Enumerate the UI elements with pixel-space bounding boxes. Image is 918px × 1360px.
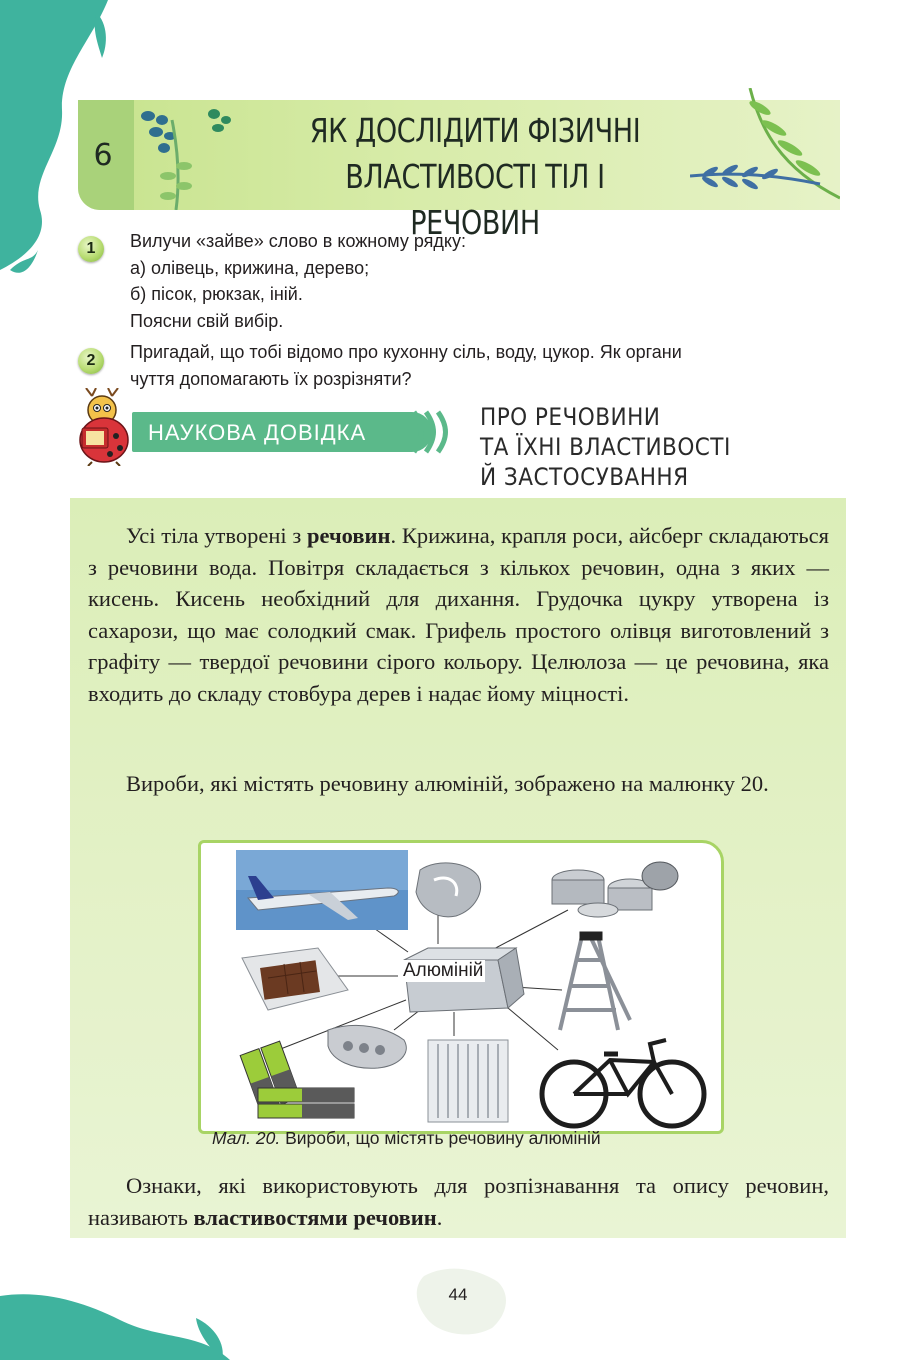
connector-line (488, 910, 568, 952)
paragraph-1-start: Усі тіла утворені з (126, 523, 308, 548)
paragraph-2-text: Вироби, які містять речовину алюміній, зображено на малюнку 20. (126, 771, 769, 796)
task-1-line: Вилучи «зайве» слово в кожному рядку: (130, 231, 466, 251)
radiator-image (428, 1040, 508, 1122)
paragraph-3-start: Ознаки, які використовують для розпізнавання та опису речовин, називають (88, 1173, 829, 1230)
lesson-number: 6 (93, 138, 113, 173)
paragraph-2 (88, 768, 829, 800)
page-number: 44 (448, 1285, 468, 1304)
ladder-image (560, 932, 630, 1030)
task-1-line: а) олівець, крижина, дерево; (130, 257, 370, 278)
task-1-badge: 1 (78, 236, 104, 262)
task-1-line: Поясни свій вибір. (130, 310, 284, 331)
figure-caption-text: Вироби, що містять речовину алюміній (280, 1128, 601, 1148)
figure-20-illustration (198, 840, 724, 1134)
term-substances: речовин (307, 523, 391, 548)
airplane-image (236, 850, 408, 930)
connector-line (508, 1008, 558, 1050)
task-1-text (130, 228, 842, 334)
connector-line (394, 1010, 420, 1030)
task-1-line: б) пісок, рюкзак, іній. (130, 284, 303, 304)
teal-blob-bottom-left (0, 1294, 230, 1360)
task-2-text (130, 339, 842, 392)
task-2-line: чуття допомагають їх розрізняти? (130, 368, 412, 389)
reference-topic-line: ТА ЇХНІ ВЛАСТИВОСТІ (480, 433, 731, 461)
lesson-title-line-1: ЯК ДОСЛІДИТИ ФІЗИЧНІ (309, 111, 641, 150)
teal-leaf-small (95, 12, 106, 58)
paragraph-3 (88, 1170, 829, 1233)
lesson-title (295, 108, 656, 246)
paragraph-1 (88, 520, 829, 709)
foil-chocolate-image (242, 948, 348, 1010)
term-substance-properties: властивостями речовин (193, 1204, 437, 1230)
bicycle-image (542, 1040, 704, 1126)
task-2-line: Пригадай, що тобі відомо про кухонну сіль, воду, цукор. Як органи (130, 342, 682, 362)
reference-topic-line: ПРО РЕЧОВИНИ (480, 403, 661, 431)
fern-branch-icon (690, 88, 840, 210)
lesson-title-line-2: ВЛАСТИВОСТІ ТІЛ І РЕЧОВИН (345, 157, 605, 242)
reference-topic-line: Й ЗАСТОСУВАННЯ (480, 463, 689, 491)
paragraph-3-end: . (436, 1204, 443, 1230)
aluminium-label: Алюміній (403, 960, 484, 981)
crushed-can-image (416, 863, 481, 917)
reference-label: НАУКОВА ДОВІДКА (148, 420, 367, 445)
paragraph-1-rest: . Крижина, крапля роси, айсберг складаються з речовини вода. Повітря складається з кількох речовин, одна з яких — кисень. Кисень необхідний для дихання. Грудочка цукру утворена із сахарози, що має солодкий смак. Грифель простого олівця виготовлений з графіту — твердої речовини сірого кольору. Целюлоза — це речовина, яка входить до складу стовбура дерев і надає йому міцності. (88, 523, 830, 706)
reference-stripes-icon (410, 408, 458, 456)
figure-caption (212, 1128, 601, 1149)
cookware-image (552, 862, 678, 917)
beetle-mascot-icon (72, 388, 136, 466)
task-2-badge: 2 (78, 348, 104, 374)
figure-caption-number: Мал. 20. (212, 1128, 281, 1148)
fern-leaves-icon (128, 100, 268, 210)
reference-topic (480, 402, 786, 492)
car-part-image (328, 1025, 406, 1068)
